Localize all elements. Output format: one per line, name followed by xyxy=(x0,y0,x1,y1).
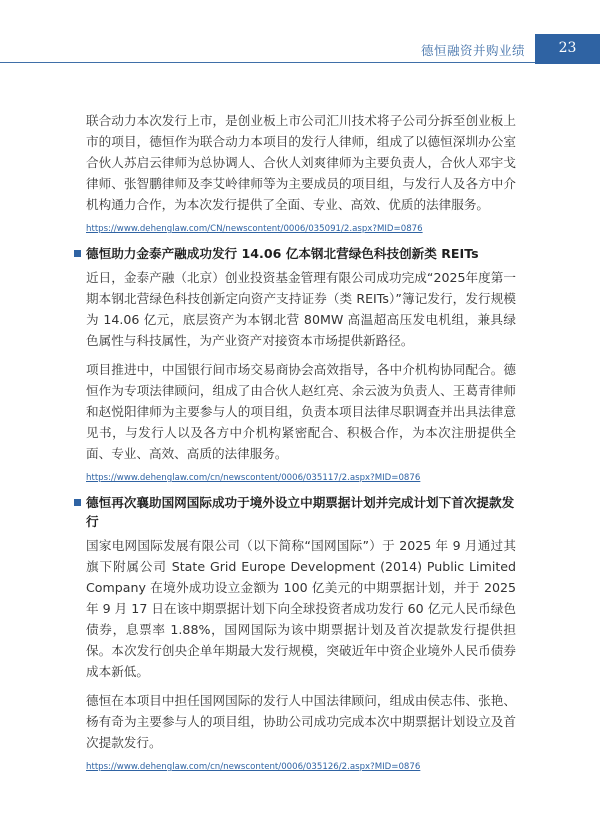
intro-news-link[interactable]: https://www.dehenglaw.com/CN/newscontent/0006/035091/2.aspx?MID=0876 xyxy=(86,224,423,234)
page-number: 23 xyxy=(558,40,577,56)
section-2-paragraph-1: 国家电网国际发展有限公司（以下简称“国网国际”）于 2025 年 9 月通过其旗下附属公司 State Grid Europe Development (2014) Public Limited Company 在境外成功设立金额为 100 亿美元的中期票据计划，并于 2025 年 9 月 17 日在该中期票据计划下向全球投资者成功发行 60 亿元人民币绿色债券，息票率 1.88%，国网国际为该中期票据计划及首次提款发行提供担保。本次发行创央企单年期最大发行规模，突破近年中资企业境外人民币债券成本新低。 xyxy=(86,538,516,679)
section-1-paragraph-2: 项目推进中，中国银行间市场交易商协会高效指导，各中介机构协同配合。德恒作为专项法律顾问，组成了由合伙人赵红亮、余云波为负责人、王葛青律师和赵悦阳律师为主要参与人的项目组，负责本项目法律尽职调查并出具法律意见书，与发行人以及各方中介机构紧密配合、积极合作，为本次注册提供全面、专业、高效、高质的法律服务。 xyxy=(86,362,516,461)
page-number-box xyxy=(535,34,600,64)
square-bullet-icon xyxy=(74,250,81,257)
intro-paragraph: 联合动力本次发行上市，是创业板上市公司汇川技术将子公司分拆至创业板上市的项目，德恒作为联合动力本项目的发行人律师，组成了以德恒深圳办公室合伙人苏启云律师为总协调人、合伙人刘爽律师为主要负责人，合伙人邓宇戈律师、张智鹏律师及李艾岭律师等为主要成员的项目组，与发行人及各方中介机构通力合作，为本次发行提供了全面、专业、高效、优质的法律服务。 xyxy=(86,113,516,212)
article-body xyxy=(86,110,516,772)
section-2-paragraph-2: 德恒在本项目中担任国网国际的发行人中国法律顾问，组成由侯志伟、张艳、杨有奇为主要参与人的项目组，协助公司成功完成本次中期票据计划设立及首次提款发行。 xyxy=(86,693,516,750)
section-2-title: 德恒再次襄助国网国际成功于境外设立中期票据计划并完成计划下首次提款发行 xyxy=(86,495,515,529)
section-1-paragraph-1: 近日，金泰产融（北京）创业投资基金管理有限公司成功完成“2025年度第一期本钢北营绿色科技创新定向资产支持证券（类 REITs）”簿记发行，发行规模为 14.06 亿元，底层资产为本钢北营 80MW 高温超高压发电机组，兼具绿色属性与科技属性，为产业资产对接资本市场提供新路径。 xyxy=(86,270,516,348)
running-header-title: 德恒融资并购业绩 xyxy=(420,43,525,58)
section-1-news-link[interactable]: https://www.dehenglaw.com/cn/newscontent/0006/035117/2.aspx?MID=0876 xyxy=(86,473,421,483)
square-bullet-icon xyxy=(74,499,81,506)
section-1-heading xyxy=(86,244,516,263)
header-divider xyxy=(0,62,535,63)
section-1-title: 德恒助力金泰产融成功发行 14.06 亿本钢北营绿色科技创新类 REITs xyxy=(86,246,479,261)
section-2-news-link[interactable]: https://www.dehenglaw.com/cn/newscontent/0006/035126/2.aspx?MID=0876 xyxy=(86,762,421,772)
section-2-heading xyxy=(86,493,516,531)
